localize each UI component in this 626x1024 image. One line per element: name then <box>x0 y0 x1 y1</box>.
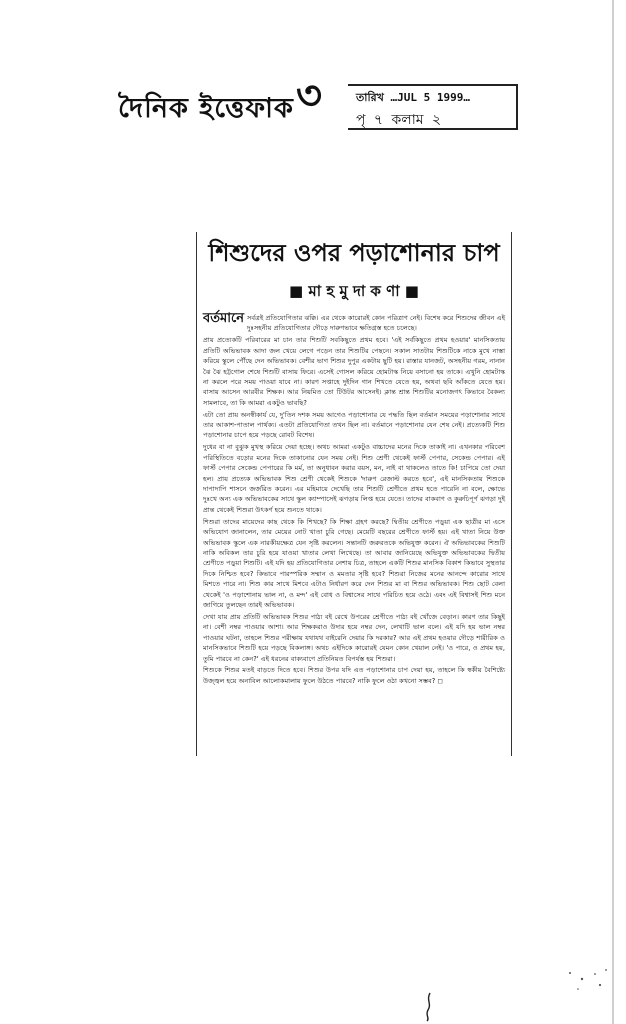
date-stamp-page-column: পৃ ৭ কলাম ২ <box>356 112 442 128</box>
article-paragraph <box>203 313 505 334</box>
article-paragraph: এটা তো প্রায় অনস্বীকার্য যে, দু'তিন দশক সময় আগেও পড়াশোনার যে পদ্ধতি ছিল বর্তমান সময়ের পড়াশোনার সাথে তার আকাশ-পাতাল পার্থক্য। এতটা প্রতিযোগিতা তখন ছিল না। বর্তমানে পড়াশোনার যেন শেষ নেই। প্রত্যেকটি শিশু পড়াশোনার চাপে হয়ে পড়ছে রোবট বিশেষ। <box>203 410 505 440</box>
page-edge-line <box>612 0 614 1024</box>
lead-word: বর্তমানে <box>203 311 244 326</box>
article-clipping <box>196 232 512 756</box>
article-byline: ■ মা হ মু দা ক ণা ■ <box>289 282 419 300</box>
article-paragraph: দুধের বা না বুঝুক মুখস্থ করিয়ে দেয়া হচ্ছে। অথচ আমরা একটুও বাচ্চাদের মনের দিকে তাকাই না। এখনকার পরিবেশ পরিস্থিতিতে বড়োর মনের দিকে তাকানোর যেন সময় নেই। শিশু শ্রেণী থেকেই ফার্স্ট পেপার, সেকেন্ড পেপার। এই ফার্স্ট পেপার সেকেন্ড পেপারের কি মর্ম, তা অনুধাবন করার বয়স, মন, নাই বা থাকলেও তাতে কি! চাপিয়ে তো দেয়া হল। প্রায় প্রত্যেক অভিভাবক শিশু শ্রেণী থেকেই শিশুকে 'দারুণ রেজাল্ট করতে হবে', এই মানসিকতায় শিশুকে দাপাদাপি শাসনে জর্জরিত করেন। এর মহিমায়ে দেখেছি তার শিশুটি শ্রেণীতে প্রথম হতে পারেনি না বলে, ক্ষোভে দুঃখে অন্য এক অভিভাবকের সাথে স্কুল ক্যাম্পাসেই ঝগড়ায় লিপ্ত হয়ে যেতে। তাদের বাকবাণ ও কুরুচিপূর্ণ ঝগড়া দুই প্রান্ত থেকেই শিশুরা উৎকর্ণ হয়ে শুনতে থাকে। <box>203 443 505 514</box>
article-headline: শিশুদের ওপর পড়াশোনার চাপ <box>208 238 500 267</box>
date-stamp-date: তারিখ …JUL 5 1999… <box>356 91 470 104</box>
handwritten-number: ৩ <box>296 72 323 119</box>
article-paragraph: শিশুকে শিশুর মতই বাড়তে দিতে হবে। শিশুর উপর যদি এত পড়াশোনার চাপ দেয়া হয়, তাহলে কি স্বকীয় বৈশিষ্ট্যে উজ্জ্বল হয়ে অনাবিল আলোকমালায় ফুলে উঠতে পারবে? নাকি ফুলে ওঠা কখনো সম্ভব? ◻ <box>203 666 505 685</box>
article-paragraph: প্রায় প্রত্যেকটি পরিবারের মা চান তার শিশুটি সবকিছুতে প্রথম হবে। 'এই সর্বকিছুতে প্রথম হওয়ার' মানসিকতায় প্রতিটি অভিভাবক আদা জল খেয়ে লেগে পড়েন তার শিশুটির পেছনে। সকাল সাতটায় শিশুটিকে নাকে মুখে নাস্তা করিয়ে স্কুলে পৌঁছে দেন অভিভাবক। বেশীর ভাগ শিশুর দুপুর একটায় ছুটি হয়। রাস্তার যানজট, অসহনীয় গরম, নানান ঝৈ ঝৈ হট্টগোল শেষে শিশুটি বাসায় ফিরে। এসেই গোসল করিয়ে হোমটাস্ক নিয়ে বসানো হয় তাকে। এখুনি হোমটাস্ক না করলে পরে সময় পাওয়া যাবে না। কারণ সপ্তাহে দুইদিন গান শিখতে যেতে হয়, অথবা ছবি আঁকতে যেতে হয়। বাসায় আসেন আরবীর শিক্ষক। আর নিয়মিত তো টিউটর আসেনই। ক্লান্ত শ্রান্ত শিশুটির মনোজগৎ কিভাবে বৈকল্য সামলাবে, তা কি আমরা একটুও ভাবছি? <box>203 336 505 407</box>
date-stamp <box>348 84 518 130</box>
article-paragraph: শিশুরা তাদের মায়েদের কাছ থেকে কি শিখছে? কি শিক্ষা গ্রহণ করছে? দ্বিতীয় শ্রেণীতে পড়ুয়া এক ছাত্রীর মা এসে অভিযোগ জানালেন, তার মেয়ের নোট খাতা চুরি গেছে। মেয়েটি বছরের শ্রেণীতে ফার্স্ট হয়। এই খাতা নিয়ে উক্ত অভিভাবক স্কুলে এক নারকীয়ক্ষেত্র যেন সৃষ্টি করলেন। সন্তানটি জরুরতকে অভিযুক্ত করেন। ঐ অভিভাবকের শিশুটি নাকি অবিকল তার চুরি হয়ে যাওয়া খাতার লেখা লিখেছে। তা আবার জানিয়েছে অভিযুক্ত অভিভাবকের দ্বিতীয় শ্রেণীতে পড়ুয়া শিশুটি। এই যদি হয় প্রতিযোগিতার নেশায় চিত্র, তাহলে একটি শিশুর মানসিক বিকাশ কিভাবে সুস্থতার দিকে নিশ্চিত হবে? কিভাবে পারস্পরিক সম্মান ও মমতার সৃষ্টি হবে? শিশুরা নিজের মনের আনন্দে কারোর সাথে মিশতে পারে না। শিশু কার সাথে মিশবে এটাও নির্ধারণ করে দেন শিশুর মা বা শিশুর অভিভাবক। শিশু ছোট বেলা থেকেই 'ও পড়াশোনায় ভাল না, ও মন্দ' এই বোধ ও বিশ্বাসের সাথে পরিচিত হয়ে ওঠে। এবং এই বিশ্বাসই শিশু মনে জাগিয়ে তুলছেন তারই অভিভাবক। <box>203 517 505 609</box>
article-body <box>203 313 505 686</box>
scan-specks <box>560 965 610 995</box>
pen-mark <box>424 992 434 1022</box>
article-paragraph: দেখা যায় প্রায় প্রতিটি অভিভাবক শিশুর পাঠ্য বই রেখে উপরের শ্রেণীতে পাঠ্য বই খোঁজে বেড়ান। কারণ তার কিছুই না। বেশী নম্বর পাওয়ার আশা। আর শিক্ষকরাও উদার হয়ে নম্বর দেন, লেখাটি ভাল বলে। এই যদি হয় ভাল নম্বর পাওয়ার ঘটনা, তাহলে শিশুর পরীক্ষায় যথাযথ বাইরেনি দেয়ার কি দরকার? আর এই প্রথম হওয়ার দৌড়ে শারীরিক ও মানসিকভাবে শিশুটি হয়ে পড়ছে বিকলাঙ্গ। অথচ এইদিকে কারোরই যেমন কোন খেয়াল নেই। 'ও পারে, ও প্রথম হয়, তুমি পারবে না কেন?' এই ধরনের বাক্যবাণে প্রতিনিয়ত বিপর্যস্ত হয় শিশুরা। <box>203 612 505 663</box>
paragraph-text: সর্বত্রই প্রতিযোগিতার ঝক্কি। এর থেকে কারোরই কোন পরিত্রাণ নেই। বিশেষ করে শিশুদের জীবন এই দুঃসহনীয় প্রতিযোগিতার দৌড়ে দারুণভাবে ক্ষতিগ্রস্ত হতে চলেছে। <box>246 314 505 333</box>
newspaper-masthead: দৈনিক ইত্তেফাক <box>118 93 294 124</box>
